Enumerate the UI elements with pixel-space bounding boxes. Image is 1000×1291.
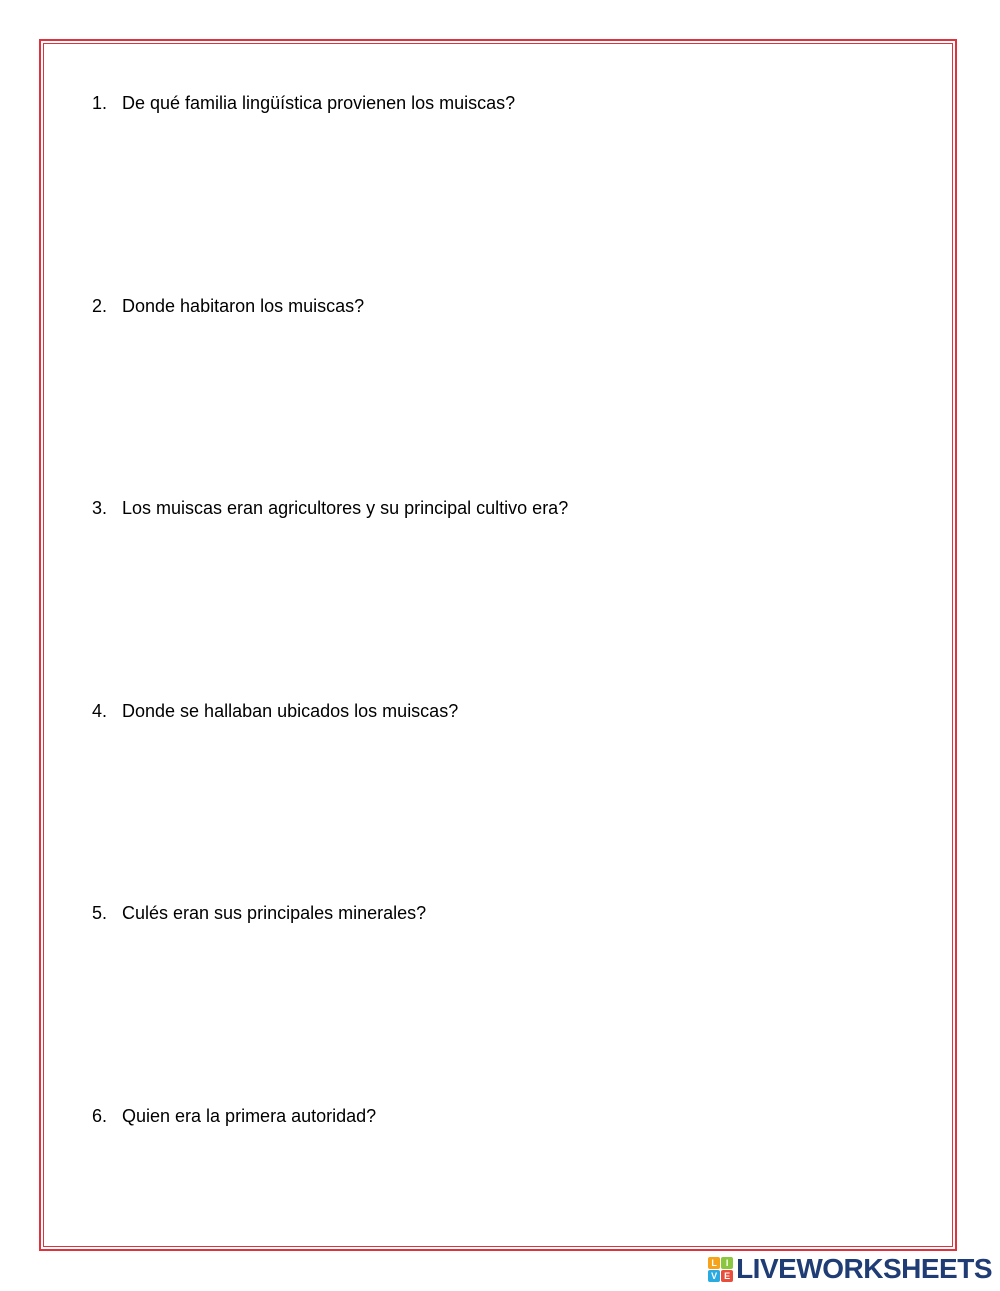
question-4	[92, 700, 458, 722]
question-number: 1.	[92, 93, 108, 113]
question-text: Culés eran sus principales minerales?	[122, 903, 427, 923]
liveworksheets-logo	[708, 1249, 992, 1289]
question-number: 5.	[92, 903, 108, 923]
question-number: 4.	[92, 701, 108, 721]
question-1	[92, 92, 515, 114]
logo-mark-l: L	[708, 1257, 720, 1269]
question-5	[92, 902, 426, 924]
question-text: Donde habitaron los muiscas?	[122, 296, 365, 316]
question-text: De qué familia lingüística provienen los muiscas?	[122, 93, 516, 113]
question-number: 6.	[92, 1106, 108, 1126]
page-frame-inner	[43, 43, 953, 1247]
question-text: Los muiscas eran agricultores y su principal cultivo era?	[122, 498, 569, 518]
question-3	[92, 497, 568, 519]
question-6	[92, 1105, 376, 1127]
question-2	[92, 295, 364, 317]
logo-mark-i: I	[721, 1257, 733, 1269]
question-number: 3.	[92, 498, 108, 518]
logo-wordmark: LIVEWORKSHEETS	[736, 1253, 992, 1284]
question-text: Quien era la primera autoridad?	[122, 1106, 377, 1126]
logo-mark-v: V	[708, 1270, 720, 1282]
question-number: 2.	[92, 296, 108, 316]
question-text: Donde se hallaban ubicados los muiscas?	[122, 701, 459, 721]
liveworksheets-logo-icon	[708, 1257, 733, 1282]
logo-mark-e: E	[721, 1270, 733, 1282]
